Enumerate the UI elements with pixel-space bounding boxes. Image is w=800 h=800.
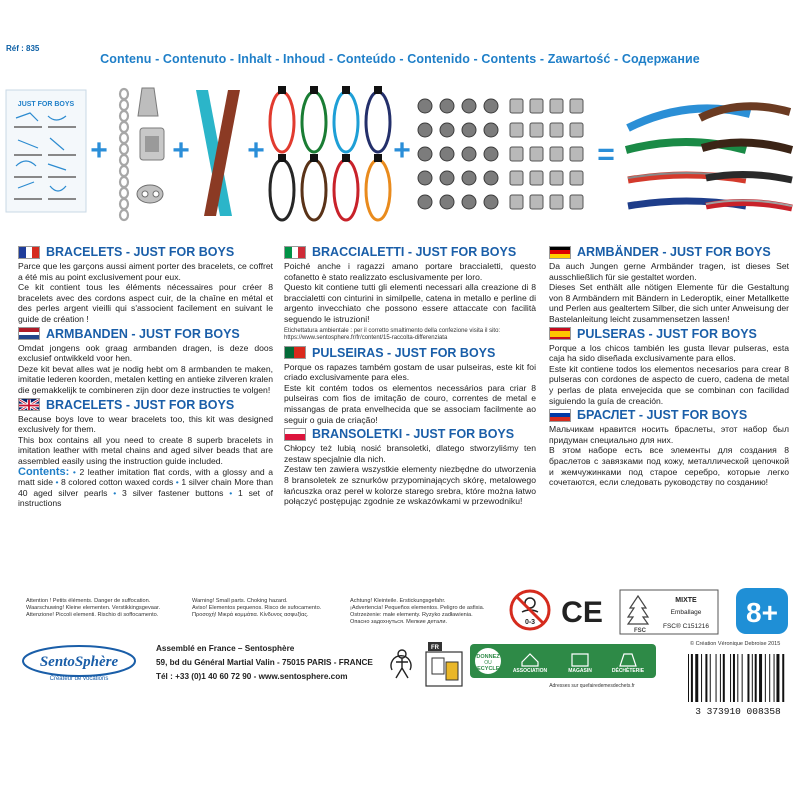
flag-netherlands-icon xyxy=(18,327,40,340)
column-right xyxy=(549,245,789,490)
flag-portugal-icon xyxy=(284,346,306,359)
barcode-bar xyxy=(705,654,707,702)
section-es xyxy=(549,327,789,407)
plus-sign: + xyxy=(393,134,411,167)
age-warning-icon xyxy=(511,591,549,629)
text-es-2: Este kit contiene todos los elementos necesarios para crear 8 pulseras con cordones de aspecto de cuero, cadena de metal y perlas de plata envejecida que se combinan con facilidad siguiendo la guía de creación. xyxy=(549,363,789,406)
svg-text:FR: FR xyxy=(431,645,439,651)
title-it: BRACCIALETTI - JUST FOR BOYS xyxy=(312,245,517,259)
barcode-bar xyxy=(782,654,784,702)
ce-mark: CE xyxy=(561,596,603,629)
list-item: 2 leather imitation flat cords, with a glossy and a matt side xyxy=(18,466,273,488)
company-address: Assemblé en France – Sentosphère 59, bd du Général Martial Valin - 75015 PARIS - FRANCE Tél : +33 (0)1 40 60 72 90 - www.sentosphere.com xyxy=(156,644,373,681)
flag-uk-icon xyxy=(18,398,40,411)
recycling-info xyxy=(388,640,658,690)
contents-list: Contents: • 2 leather imitation flat cords, with a glossy and a matt side • 8 colored cotton waxed cords • 1 silver chain More than 40 aged silver pearls • 3 silver fastener buttons • 1 set of instructions xyxy=(18,465,274,509)
section-de xyxy=(549,245,789,325)
barcode-bar xyxy=(752,654,753,702)
barcode-bar xyxy=(759,654,762,702)
flag-poland-icon xyxy=(284,428,306,441)
barcode-bar xyxy=(733,654,735,702)
section-ru xyxy=(549,408,789,488)
barcode-bar xyxy=(716,654,717,702)
instruction-sheet xyxy=(6,90,86,212)
svg-text:MAGASIN: MAGASIN xyxy=(568,668,592,674)
list-item: More than 40 aged silver pearls xyxy=(18,477,274,498)
fsc-badge xyxy=(620,590,718,634)
text-pl-2: Zestaw ten zawiera wszystkie elementy niezbędne do utworzenia 8 bransoletek ze sznurków przypominających skórę, metalowego łańcuszka oraz pereł w kolorze starego srebra, które można łatwo połączyć postępując zgodnie ze wskazówkami w przewodniku! xyxy=(284,464,536,507)
barcode-bar xyxy=(710,654,711,702)
certification-badges xyxy=(506,586,796,636)
barcode-bar xyxy=(765,654,766,702)
title-pt: PULSEIRAS - JUST FOR BOYS xyxy=(312,345,496,360)
barcode-bar xyxy=(737,654,738,702)
plus-sign: + xyxy=(172,134,190,167)
svg-text:RECYCLEZ: RECYCLEZ xyxy=(473,666,503,672)
plus-sign: + xyxy=(90,134,108,167)
age-8-plus-badge xyxy=(736,588,788,634)
section-it xyxy=(284,245,536,342)
contents-label: Contents: xyxy=(18,465,70,478)
svg-text:OU: OU xyxy=(484,660,492,666)
reference: Réf : 835 xyxy=(6,44,40,53)
barcode-bar xyxy=(723,654,725,702)
fastener-buttons xyxy=(137,88,164,203)
text-fr-1: Parce que les garçons aussi aiment porter des bracelets, ce coffret a été mis au point exclusivement pour eux. xyxy=(18,261,273,282)
text-nl-1: Omdat jongens ook graag armbanden dragen, is deze doos exclusief ontwikkeld voor hen. xyxy=(18,342,273,364)
text-en-2: This box contains all you need to create 8 superb bracelets in imitation leather with metal chains and aged silver beads that are assembled easily using the instruction guide included. xyxy=(18,434,273,466)
flag-russia-icon xyxy=(549,409,571,422)
environmental-note: Etichettatura ambientale : per il corretto smaltimento della confezione visita il sito: https://www.sentosphere.fr/fr/content/15-raccolta-differenziata xyxy=(284,327,501,341)
text-fr-2: Ce kit contient tous les éléments nécessaires pour créer 8 bracelets avec des cordons aspect cuir, de la chaîne en métal et des perles argent vieilli qui s'associent facilement en suivant le guide de création ! xyxy=(18,282,273,324)
svg-text:DONNEZ: DONNEZ xyxy=(476,654,500,660)
silver-chain xyxy=(120,89,128,220)
title-nl: ARMBANDEN - JUST FOR BOYS xyxy=(46,326,240,341)
plus-sign: + xyxy=(247,134,265,167)
recycling-bin-icon xyxy=(426,642,462,686)
contents-title: Contenu - Contenuto - Inhalt - Inhoud - Conteúdo - Contenido - Contents - Zawartość - Содержание xyxy=(100,52,700,66)
svg-text:FSC: FSC xyxy=(634,628,646,634)
svg-text:FSC® C151216: FSC® C151216 xyxy=(663,623,709,630)
waxed-cords xyxy=(270,86,390,220)
barcode-bar xyxy=(688,654,689,702)
triman-icon xyxy=(391,650,411,678)
barcode-bar xyxy=(769,654,770,702)
flat-leather-cords xyxy=(196,90,240,216)
svg-text:8+: 8+ xyxy=(746,597,778,628)
barcode-bar xyxy=(701,654,702,702)
barcode-bar xyxy=(776,654,779,702)
barcode xyxy=(684,652,792,716)
text-en-1: Because boys love to wear bracelets too, this kit was designed exclusively for them. xyxy=(18,413,273,435)
barcode-bar xyxy=(774,654,775,702)
flag-italy-icon xyxy=(284,246,306,259)
text-pt-1: Porque os rapazes também gostam de usar pulseiras, este kit foi criado exclusivamente para eles. xyxy=(284,361,536,383)
design-credit: © Création Véronique Debroise 2015 xyxy=(690,641,781,647)
section-nl xyxy=(18,327,273,396)
section-fr xyxy=(18,245,273,325)
title-ru: БРАСЛЕТ - JUST FOR BOYS xyxy=(577,408,748,423)
warnings-col-2: Warning! Small parts. Choking hazard. Aviso! Elementos pequenos. Risco de sufocamento. Προσοχή! Μικρά κομμάτια. Κίνδυνος ασφυξίας. xyxy=(192,598,322,618)
column-middle xyxy=(284,245,536,509)
svg-text:Adresses sur quefairedemesdech: Adresses sur quefairedemesdechets.fr xyxy=(549,683,635,689)
warnings-col-1: Attention ! Petits éléments. Danger de suffocation. Waarschuwing! Kleine elementen. Verstikkingsgevaar. Attenzione! Piccoli elementi. Rischio di soffocamento. xyxy=(26,598,161,618)
silver-beads xyxy=(418,99,583,209)
flag-spain-icon xyxy=(549,327,571,340)
list-item: 1 set of instructions xyxy=(18,487,273,509)
svg-text:DÉCHÈTERIE: DÉCHÈTERIE xyxy=(611,668,645,674)
text-nl-2: Deze kit bevat alles wat je nodig hebt om 8 armbanden te maken, imitatie lederen koorden, metalen ketting en antieke zilveren kralen die gemakkelijk te combineren zijn door deze instructies te volgen! xyxy=(18,363,273,395)
svg-text:SentoSphère: SentoSphère xyxy=(39,654,119,670)
text-de-2: Dieses Set enthält alle nötigen Elemente für die Gestaltung von 8 Armbändern mit Bändern in Lederoptik, einer Metallkette und Perlen aus gealtertem Silber, die sich unter Anweisung der Bastelanleitung leicht zusammensetzen lassen! xyxy=(549,282,789,324)
svg-text:MIXTE: MIXTE xyxy=(675,597,697,604)
warnings-col-3: Achtung! Kleinteile. Erstickungsgefahr. ¡Advertencia! Pequeños elementos. Peligro de asfixia. Ostrzeżenie: małe elementy. Ryzyko zadławienia. Опасно задохнуться. Мелкие детали. xyxy=(350,598,485,625)
barcode-bar xyxy=(695,654,698,702)
text-ru-1: Мальчикам нравится носить браслеты, этот набор был придуман специально для них. xyxy=(549,424,789,445)
barcode-bar xyxy=(755,654,757,702)
list-item: 8 colored cotton waxed cords xyxy=(61,477,174,488)
text-it-1: Poiché anche i ragazzi amano portare braccialetti, questo cofanetto è stato realizzato esclusivamente per loro. xyxy=(284,261,536,282)
finished-bracelets xyxy=(626,106,792,208)
equals-sign: = xyxy=(597,138,615,171)
text-it-2: Questo kit contiene tutti gli elementi necessari alla creazione di 8 braccialetti con cinturini in similpelle, catena in metallo e perline di argento invecchiato che possono essere attaccate con facilità seguendo le istruzioni! xyxy=(284,282,536,324)
text-de-1: Da auch Jungen gerne Armbänder tragen, ist dieses Set ausschließlich für sie gestaltet worden. xyxy=(549,261,789,282)
svg-text:3 373910 008358: 3 373910 008358 xyxy=(695,706,781,716)
sentosphere-logo xyxy=(22,645,137,681)
svg-text:Emballage: Emballage xyxy=(670,609,702,616)
title-de: ARMBÄNDER - JUST FOR BOYS xyxy=(577,245,771,259)
text-ru-2: В этом наборе есть все элементы для создания 8 браслетов с завязками под кожу, металлической цепочкой и жемчужинками под старое серебро, которые легко сочетаются, если следовать руководству по созданию! xyxy=(549,445,789,488)
flag-germany-icon xyxy=(549,246,571,259)
barcode-bar xyxy=(720,654,721,702)
instructions-title: JUST FOR BOYS xyxy=(17,101,75,108)
section-pt xyxy=(284,346,536,426)
list-item: 3 silver fastener buttons xyxy=(122,487,224,498)
title-fr: BRACELETS - JUST FOR BOYS xyxy=(46,245,235,259)
barcode-bar xyxy=(691,654,693,702)
svg-text:0-3: 0-3 xyxy=(524,619,536,626)
title-es: PULSERAS - JUST FOR BOYS xyxy=(577,326,757,341)
text-es-1: Porque a los chicos también les gusta llevar pulseras, esta caja ha sido diseñada exclusivamente para ellos. xyxy=(549,342,789,364)
title-pl: BRANSOLETKI - JUST FOR BOYS xyxy=(312,427,515,442)
flag-france-icon xyxy=(18,246,40,259)
barcode-bar xyxy=(742,654,743,702)
text-pl-1: Chłopcy też lubią nosić bransoletki, dlatego stworzyliśmy ten zestaw specjalnie dla nich. xyxy=(284,443,536,464)
product-illustration xyxy=(0,78,800,238)
section-pl xyxy=(284,427,536,507)
list-item: 1 silver chain xyxy=(181,477,232,488)
text-pt-2: Este kit contém todos os elementos necessários para criar 8 pulseiras com fios de imitação de couro, correntes de metal e missangas de prata envelhecida que se associam facilmente ao seguir o guia de criação! xyxy=(284,382,536,425)
svg-text:Créateur de vocations: Créateur de vocations xyxy=(49,676,109,681)
section-en xyxy=(18,398,273,509)
title-en: BRACELETS - JUST FOR BOYS xyxy=(46,397,235,412)
donnez-recyclez-badge xyxy=(470,644,656,689)
barcode-bar xyxy=(730,654,731,702)
column-left xyxy=(18,245,273,511)
barcode-bar xyxy=(747,654,749,702)
svg-text:ASSOCIATION: ASSOCIATION xyxy=(512,668,548,674)
